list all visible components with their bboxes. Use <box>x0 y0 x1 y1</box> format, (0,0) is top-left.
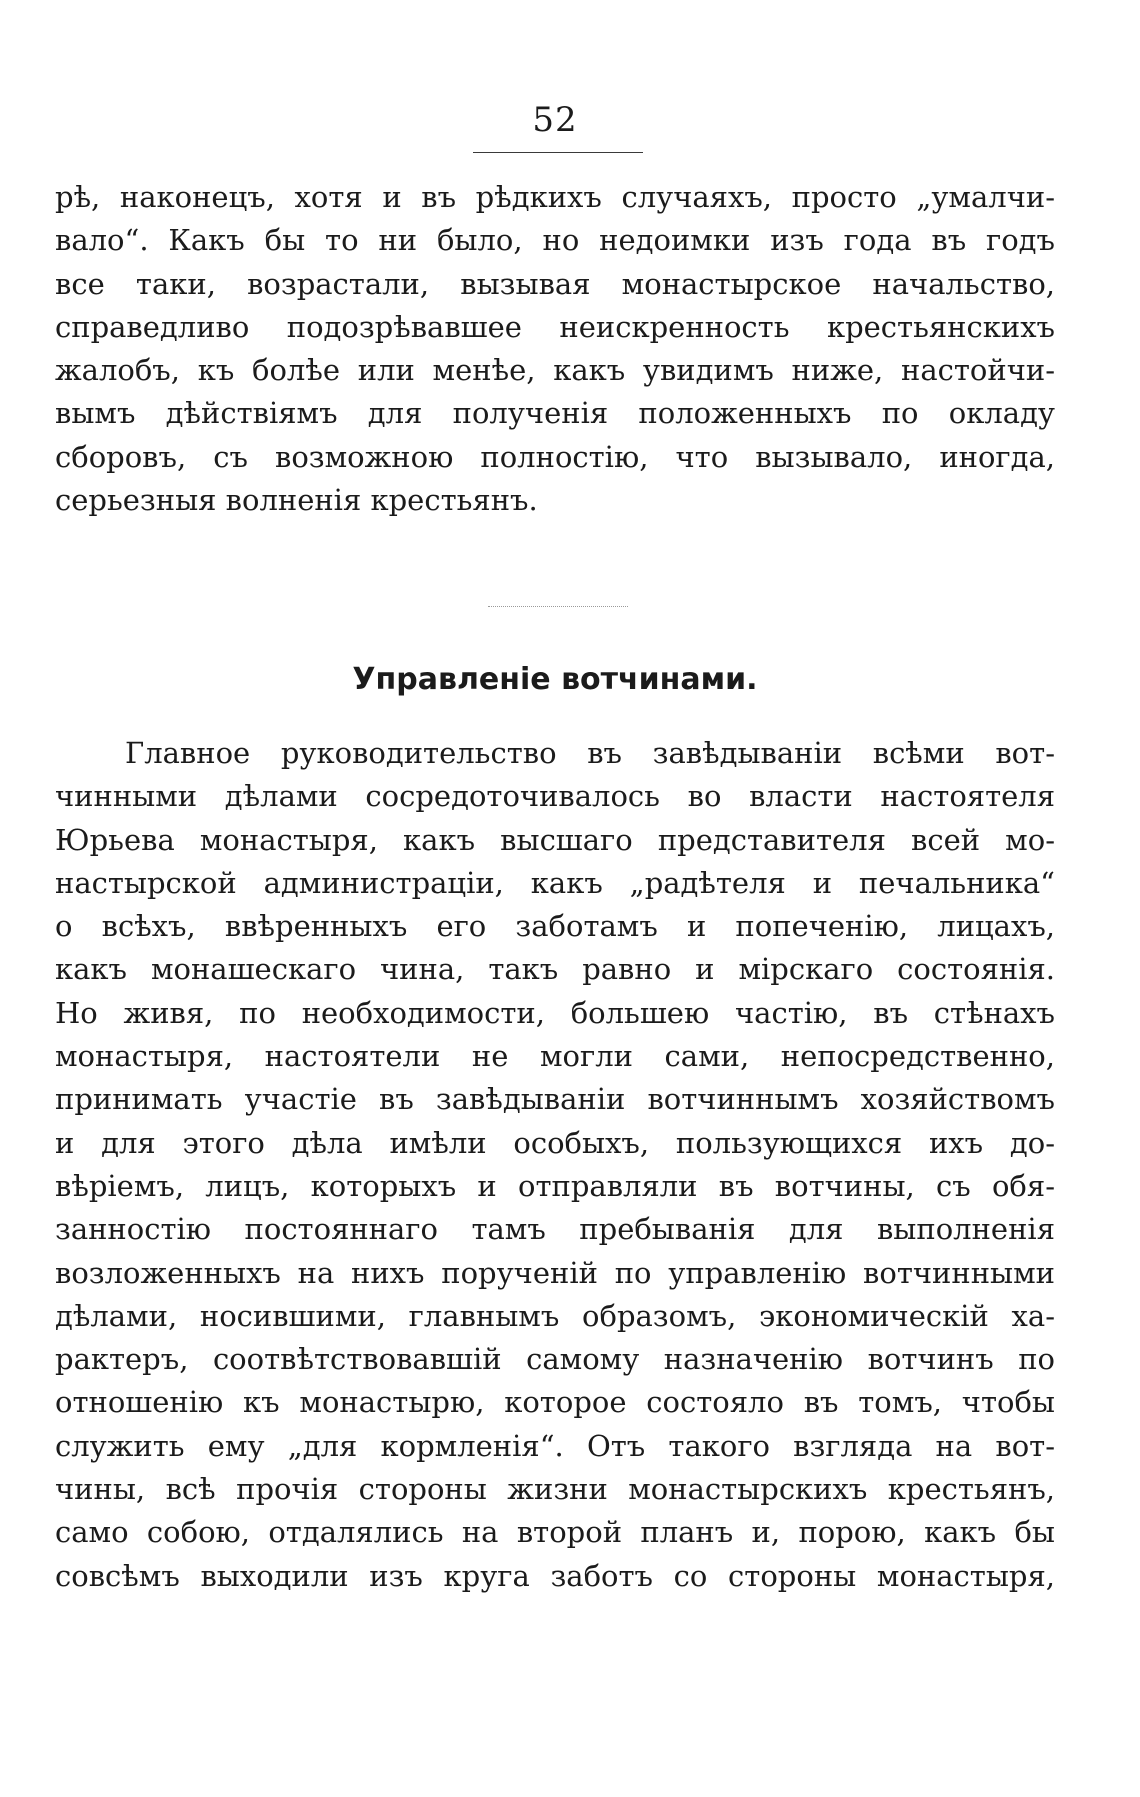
text-line: возложенныхъ на нихъ порученій по управленію вотчинными <box>55 1255 1055 1290</box>
text-line: принимать участіе въ завѣдываніи вотчиннымъ хозяйствомъ <box>55 1082 1055 1117</box>
text-line: монастыря, настоятели не могли сами, непосредственно, <box>55 1039 1055 1074</box>
text-line: сборовъ, съ возможною полностію, что вызывало, иногда, <box>55 439 1055 474</box>
text-line: служить ему „для кормленія“. Отъ такого взгляда на вот- <box>55 1428 1055 1463</box>
text-line: рѣ, наконецъ, хотя и въ рѣдкихъ случаяхъ, просто „умалчи- <box>55 180 1055 214</box>
text-line: настырской администраціи, какъ „радѣтеля и печальника“ <box>55 865 1055 900</box>
text-line: рактеръ, соотвѣтствовавшій самому назначенію вотчинъ по <box>55 1342 1055 1377</box>
text-line: дѣлами, носившими, главнымъ образомъ, экономическій ха- <box>55 1298 1055 1333</box>
text-line: чины, всѣ прочія стороны жизни монастырскихъ крестьянъ, <box>55 1472 1055 1507</box>
text-line: о всѣхъ, ввѣренныхъ его заботамъ и попеченію, лицахъ, <box>55 909 1055 944</box>
text-line: справедливо подозрѣвавшее неискренность крестьянскихъ <box>55 309 1055 344</box>
section-divider <box>488 606 628 607</box>
text-line: отношенію къ монастырю, которое состояло въ томъ, чтобы <box>55 1385 1055 1420</box>
text-line: Юрьева монастыря, какъ высшаго представителя всей мо- <box>55 822 1055 857</box>
book-page <box>55 0 1055 1797</box>
text-line: вымъ дѣйствіямъ для полученія положенныхъ по окладу <box>55 396 1055 431</box>
text-line: какъ монашескаго чина, такъ равно и мірскаго состоянія. <box>55 952 1055 987</box>
text-line: серьезныя волненія крестьянъ. <box>55 483 538 518</box>
text-line: чинными дѣлами сосредоточивалось во власти настоятеля <box>55 779 1055 814</box>
text-line: Главное руководительство въ завѣдываніи всѣми вот- <box>125 736 1055 770</box>
main-paragraph <box>55 732 1055 1598</box>
text-line: вало“. Какъ бы то ни было, но недоимки изъ года въ годъ <box>55 223 1055 258</box>
header-rule <box>473 152 643 153</box>
continuation-paragraph <box>55 176 1055 522</box>
text-line: жалобъ, къ болѣе или менѣе, какъ увидимъ ниже, настойчи- <box>55 353 1055 388</box>
text-line: само собою, отдалялись на второй планъ и, порою, какъ бы <box>55 1515 1055 1550</box>
text-line: и для этого дѣла имѣли особыхъ, пользующихся ихъ до- <box>55 1125 1055 1160</box>
page-number: 52 <box>532 100 578 140</box>
text-line: совсѣмъ выходили изъ круга заботъ со стороны монастыря, <box>55 1558 1055 1593</box>
section-heading: Управленіе вотчинами. <box>352 662 758 697</box>
text-line: вѣріемъ, лицъ, которыхъ и отправляли въ вотчины, съ обя- <box>55 1168 1055 1203</box>
text-line: Но живя, по необходимости, большею частію, въ стѣнахъ <box>55 995 1055 1030</box>
text-line: занностію постояннаго тамъ пребыванія для выполненія <box>55 1212 1055 1247</box>
text-line: все таки, возрастали, вызывая монастырское начальство, <box>55 266 1055 301</box>
